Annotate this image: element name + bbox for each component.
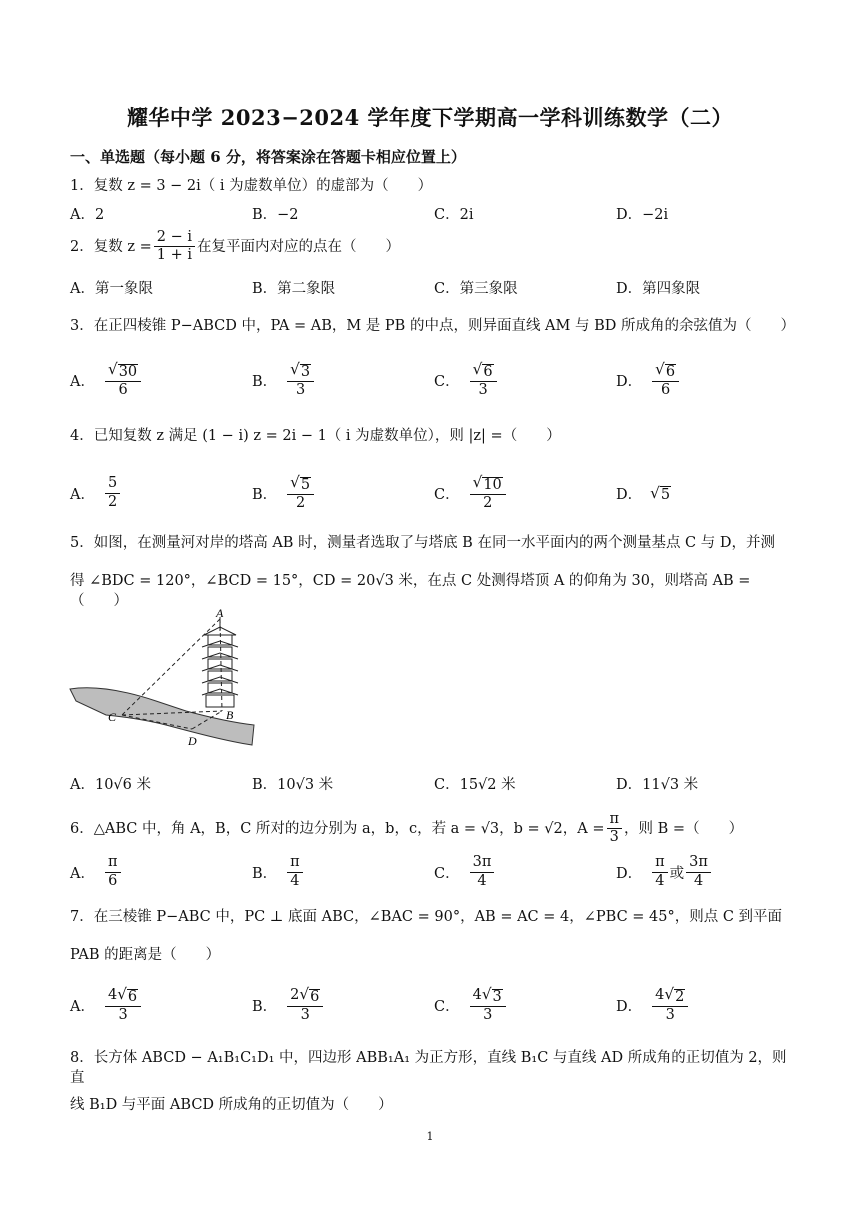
radicand: 6 [665, 363, 676, 380]
question-2-options [70, 267, 790, 307]
option-b: B．−2 [252, 206, 299, 223]
question-5-line-1: 5．如图，在测量河对岸的塔高 AB 时，测量者选取了与塔底 B 在同一水平面内的两个测量基点 C 与 D，并测 [70, 535, 775, 551]
radicand: 10 [483, 476, 502, 493]
question-4-stem: 4．已知复数 z 满足 (1 − i) z = 2i − 1（ i 为虚数单位），则 |z| =（ ） [70, 428, 561, 444]
option-radical: √ 5 [650, 483, 671, 503]
option-label: D． [616, 998, 643, 1015]
label-c: C [108, 710, 117, 724]
option-c: C．第三象限 [434, 280, 518, 297]
option-fraction [105, 476, 120, 509]
question-6-options [70, 852, 790, 896]
denominator: 3 [478, 382, 488, 398]
option-fraction: 4 √ 2 3 [652, 987, 688, 1023]
radicand: 5 [660, 486, 671, 503]
radicand: 30 [118, 363, 138, 380]
radicand: 3 [492, 988, 502, 1005]
question-2-stem [70, 230, 795, 263]
option-c: C．15√2 米 [434, 776, 516, 793]
option-label: D． [616, 373, 643, 390]
option-fraction: √ 30 6 [105, 362, 141, 398]
option-b [252, 473, 316, 513]
denominator: 3 [665, 1007, 675, 1023]
option-b: B．第二象限 [252, 280, 336, 297]
option-a [70, 360, 143, 400]
or-word: 或 [669, 865, 685, 882]
option-label: C． [434, 865, 460, 882]
radicand: 6 [310, 988, 320, 1005]
denominator: 2 [483, 495, 493, 511]
option-label: D． [616, 865, 643, 882]
option-a [70, 985, 143, 1025]
option-label: B． [252, 998, 278, 1015]
fraction-numerator: π [607, 812, 623, 829]
option-b [252, 360, 316, 400]
tower-figure [66, 605, 266, 755]
label-b: B [226, 708, 234, 722]
coefficient: 4 [107, 986, 118, 1003]
option-label: A． [70, 998, 95, 1015]
label-a: A [216, 606, 224, 620]
option-label: C． [434, 486, 460, 503]
denominator: 3 [118, 1007, 128, 1023]
option-d [616, 360, 681, 400]
option-a: A．第一象限 [70, 280, 153, 297]
question-7-options [70, 985, 790, 1029]
option-label: C． [434, 373, 460, 390]
option-label: B． [252, 865, 278, 882]
denominator: 6 [660, 382, 671, 398]
question-6-stem-a: 6．△ABC 中，角 A，B，C 所对的边分别为 a，b，c，若 a = √3，b = √2，A = [70, 820, 605, 837]
option-c: C．2i [434, 206, 474, 223]
tower-shape [202, 617, 238, 707]
question-8-line-1: 8．长方体 ABCD − A₁B₁C₁D₁ 中，四边形 ABB₁A₁ 为正方形，直线 B₁C 与直线 AD 所成角的正切值为 2，则直 [70, 1050, 787, 1086]
option-fraction [287, 855, 303, 888]
option-fraction: √ 3 3 [287, 362, 314, 398]
option-c [434, 852, 496, 892]
option-label: D． [616, 486, 643, 503]
question-2-suffix: 在复平面内对应的点在（ ） [196, 238, 400, 255]
question-5-options [70, 763, 790, 803]
option-fraction: √ 10 2 [470, 475, 506, 511]
option-b [252, 852, 305, 892]
numerator: 3π [470, 855, 495, 872]
option-b [252, 985, 325, 1025]
option-label: A． [70, 373, 95, 390]
option-b: B．10√3 米 [252, 776, 334, 793]
question-1-options [70, 193, 790, 233]
radicand: 3 [300, 363, 311, 380]
option-fraction-2 [686, 855, 711, 888]
question-1-stem: 1．复数 z = 3 − 2i（ i 为虚数单位）的虚部为（ ） [70, 178, 433, 194]
option-a [70, 473, 122, 513]
option-fraction: 4 √ 3 3 [470, 987, 506, 1023]
option-a [70, 852, 123, 892]
question-3-stem: 3．在正四棱锥 P−ABCD 中，PA = AB，M 是 PB 的中点，则异面直线 AM 与 BD 所成角的余弦值为（ ） [70, 318, 795, 334]
option-d [616, 473, 671, 513]
radicand: 5 [300, 476, 311, 493]
option-fraction [105, 855, 121, 888]
radicand: 6 [127, 988, 138, 1005]
option-c [434, 985, 508, 1025]
fraction-denominator: 1 + i [156, 247, 192, 264]
option-label: B． [252, 486, 278, 503]
numerator: π [105, 855, 121, 872]
page-title: 耀华中学 2023−2024 学年度下学期高一学科训练数学（二） [126, 105, 734, 130]
option-d [616, 852, 713, 892]
denominator: 2 [107, 493, 118, 510]
denominator: 6 [118, 382, 128, 398]
option-d: D．−2i [616, 206, 669, 223]
denominator: 4 [290, 872, 300, 889]
option-fraction [470, 855, 495, 888]
denominator: 3 [300, 1007, 310, 1023]
numerator: 5 [105, 476, 120, 493]
question-3-options [70, 360, 790, 404]
radicand: 6 [483, 363, 493, 380]
radicand: 2 [675, 988, 685, 1005]
denominator: 4 [693, 872, 704, 889]
coefficient: 4 [655, 986, 665, 1003]
option-c [434, 473, 508, 513]
option-d: D．第四象限 [616, 280, 701, 297]
coefficient: 4 [472, 986, 482, 1003]
option-fraction: 2 √ 6 3 [287, 987, 323, 1023]
question-7-line-1: 7．在三棱锥 P−ABC 中，PC ⊥ 底面 ABC，∠BAC = 90°，AB = AC = 4，∠PBC = 45°，则点 C 到平面 [70, 909, 783, 925]
section-heading: 一、单选题（每小题 6 分，将答案涂在答题卡相应位置上） [70, 148, 466, 166]
numerator: π [287, 855, 303, 872]
denominator: 2 [296, 495, 306, 511]
denominator: 3 [296, 382, 306, 398]
question-6-stem [70, 812, 795, 845]
numerator: π [652, 855, 668, 872]
question-7-line-2: PAB 的距离是（ ） [70, 947, 221, 963]
option-fraction: 4 √ 6 3 [105, 987, 141, 1023]
numerator: 3π [686, 855, 711, 872]
page-number: 1 [426, 1130, 434, 1143]
question-2-fraction [154, 230, 195, 263]
option-fraction [652, 855, 668, 888]
denominator: 6 [108, 872, 118, 889]
option-label: B． [252, 373, 278, 390]
question-8-line-2: 线 B₁D 与平面 ABCD 所成角的正切值为（ ） [70, 1097, 393, 1113]
option-fraction: √ 5 2 [287, 475, 314, 511]
coefficient: 2 [290, 986, 300, 1003]
question-5-line-2: 得 ∠BDC = 120°，∠BCD = 15°，CD = 20√3 米，在点 C 处测得塔顶 A 的仰角为 30，则塔高 AB =（ ） [70, 573, 751, 609]
denominator: 4 [655, 872, 665, 889]
question-6-fraction [607, 812, 623, 845]
option-label: A． [70, 486, 95, 503]
question-6-stem-b: ，则 B =（ ） [624, 820, 744, 837]
fraction-denominator: 3 [609, 829, 619, 846]
option-c [434, 360, 499, 400]
option-a: A．10√6 米 [70, 776, 151, 793]
fraction-numerator: 2 − i [154, 230, 195, 247]
option-label: C． [434, 998, 460, 1015]
option-d [616, 985, 690, 1025]
question-4-options [70, 473, 790, 517]
option-fraction: √ 6 3 [470, 362, 497, 398]
question-2-prefix: 2．复数 z = [70, 238, 152, 255]
denominator: 3 [483, 1007, 493, 1023]
denominator: 4 [477, 872, 487, 889]
option-a: A．2 [70, 206, 105, 223]
option-d: D．11√3 米 [616, 776, 699, 793]
option-label: A． [70, 865, 95, 882]
option-fraction: √ 6 6 [652, 362, 679, 398]
label-d: D [188, 734, 197, 748]
